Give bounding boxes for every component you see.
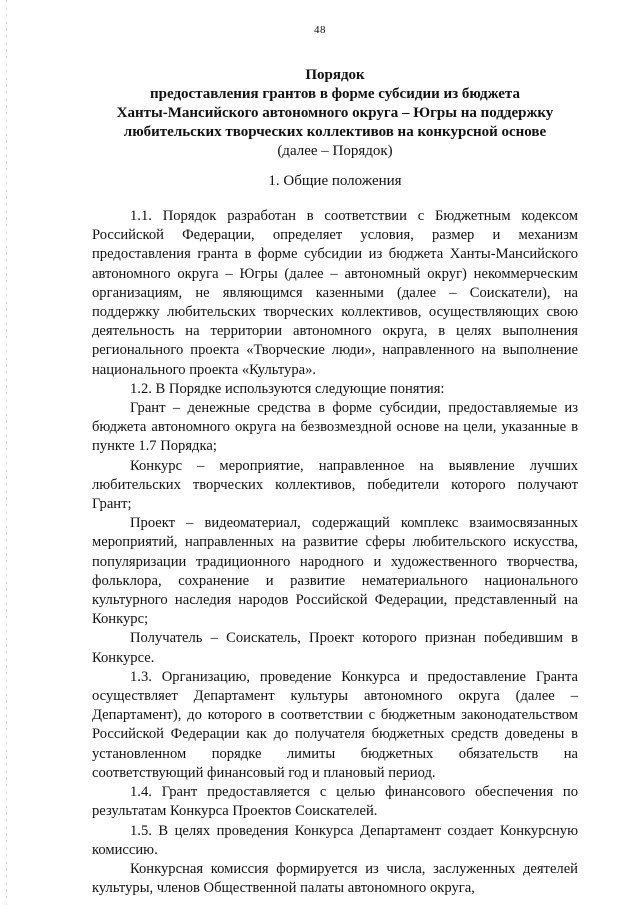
- paragraph-1-5: 1.5. В целях проведения Конкурса Департамент создает Конкурсную комиссию.: [92, 822, 578, 858]
- title-line-2: предоставления грантов в форме субсидии из бюджета: [150, 86, 520, 102]
- document-title: [92, 66, 578, 161]
- paragraph-contest-definition: Конкурс – мероприятие, направленное на выявление лучших любительских творческих коллективов, победители которого получают Грант;: [92, 457, 578, 513]
- title-line-5: (далее – Порядок): [277, 143, 393, 159]
- paragraph-1-3: 1.3. Организацию, проведение Конкурса и предоставление Гранта осуществляет Департамент культуры автономного округа (далее – Департамент), до которого в соответствии с бюджетным законодательством Российской Федерации как до получателя бюджетных средств доведены в установленном порядке лимиты бюджетных обязательств на соответствующий финансовый год и плановый период.: [92, 668, 578, 781]
- paragraph-1-4: 1.4. Грант предоставляется с целью финансового обеспечения по результатам Конкурса Проектов Соискателей.: [92, 784, 578, 820]
- paragraph-1-2: 1.2. В Порядке используются следующие понятия:: [130, 380, 445, 397]
- paragraph-recipient-definition: Получатель – Соискатель, Проект которого признан победившим в Конкурсе.: [92, 630, 578, 666]
- paragraph-commission: Конкурсная комиссия формируется из числа, заслуженных деятелей культуры, членов Общественной палаты автономного округа,: [92, 860, 578, 897]
- title-line-1: Порядок: [305, 67, 365, 83]
- paragraph-project-definition: Проект – видеоматериал, содержащий комплекс взаимосвязанных мероприятий, направленных на развитие сферы любительского искусства, популяризации традиционного народного и художественного творчества, фольклора, сохранение и развитие нематериального национального культурного наследия народов Российской Федерации, представленный на Конкурс;: [92, 515, 578, 628]
- paragraph-grant-definition: Грант – денежные средства в форме субсидии, предоставляемые из бюджета автономного округа на безвозмездной основе на цели, указанные в пункте 1.7 Порядка;: [92, 400, 578, 455]
- section-heading: 1. Общие положения: [268, 173, 402, 189]
- title-line-3: Ханты-Мансийского автономного округа – Югры на поддержку: [116, 105, 554, 121]
- document-body: [92, 207, 578, 898]
- page-number: 48: [314, 24, 326, 36]
- title-line-4: любительских творческих коллективов на конкурсной основе: [123, 124, 547, 140]
- scan-binding-edge: [6, 0, 7, 905]
- paragraph-1-1: 1.1. Порядок разработан в соответствии с Бюджетным кодексом Российской Федерации, определяет условия, размер и механизм предоставления гранта в форме субсидии из бюджета Ханты-Мансийского автономного округа – Югры (далее – автономный округ) некоммерческим организациям, не являющимся казенными (далее – Соискатели), на поддержку любительских творческих коллективов, осуществляющих свою деятельность на территории автономного округа, в целях выполнения регионального проекта «Творческие люди», направленного на выполнение национального проекта «Культура».: [92, 208, 578, 378]
